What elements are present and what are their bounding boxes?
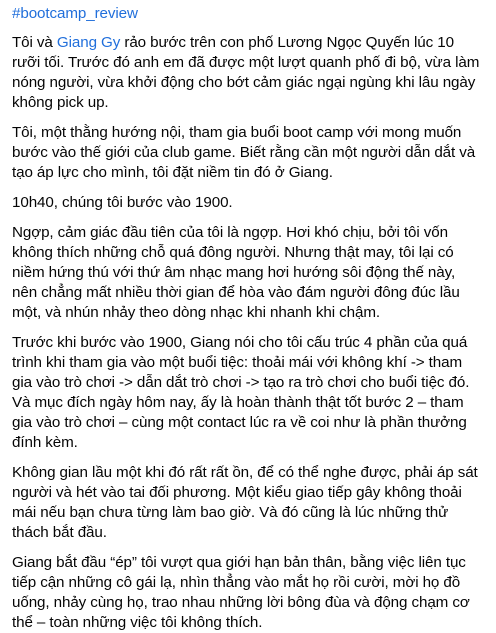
paragraph-7: Giang bắt đầu “ép” tôi vượt qua giới hạn bản thân, bằng việc liên tục tiếp cận những cô gái lạ, nhìn thẳng vào mắt họ rồi cười, mời họ đồ uống, nhảy cùng họ, trao nhau những lời bông đùa và động chạm cơ thể – toàn những việc tôi không thích. xyxy=(12,554,470,631)
paragraph-1-rest: rảo bước trên con phố Lương Ngọc Quyến lúc 10 rưỡi tối. Trước đó anh em đã được một lượt quanh phố đi bộ, vừa làm nóng người, vừa khởi động cho bớt cảm giác ngại ngùng khi lâu ngày không pick up. xyxy=(12,34,480,111)
mention-link[interactable]: Giang Gy xyxy=(56,34,121,51)
hashtag-link[interactable]: #bootcamp_review xyxy=(12,5,138,22)
paragraph-1 xyxy=(12,33,484,113)
paragraph-1-start: Tôi và xyxy=(12,34,57,51)
hashtag-line xyxy=(12,4,484,24)
paragraph-2: Tôi, một thằng hướng nội, tham gia buổi boot camp với mong muốn bước vào thế giới của club game. Biết rằng cần một người dẫn dắt và tạo áp lực cho mình, tôi đặt niềm tin đó ở Giang. xyxy=(12,124,476,181)
paragraph-6: Không gian lầu một khi đó rất rất ồn, để có thể nghe được, phải áp sát người và hét vào tai đối phương. Một kiểu giao tiếp gây không thoải mái nếu bạn chưa từng làm bao giờ. Và đó cũng là lúc những thử thách bắt đầu. xyxy=(12,464,478,541)
paragraph-4: Ngợp, cảm giác đầu tiên của tôi là ngợp. Hơi khó chịu, bởi tôi vốn không thích những chỗ quá đông người. Nhưng thật may, tôi lại có niềm hứng thú với thứ âm nhạc mang hơi hướng sôi động thế này, nên chẳng mất nhiều thời gian để hòa vào đám người đông đúc lầu một, và nhún nhảy theo dòng nhạc khi nhanh khi chậm. xyxy=(12,224,460,321)
paragraph-5: Trước khi bước vào 1900, Giang nói cho tôi cấu trúc 4 phần của quá trình khi tham gia vào một buổi tiệc: thoải mái với không khí -> tham gia vào trò chơi -> dẫn dắt trò chơi -> tạo ra trò chơi cho buổi tiệc đó. Và mục đích ngày hôm nay, ấy là hoàn thành thật tốt bước 2 – tham gia vào trò chơi – cùng một contact lúc ra về coi như là phần thưởng đính kèm. xyxy=(12,334,470,451)
paragraph-3: 10h40, chúng tôi bước vào 1900. xyxy=(12,194,233,211)
